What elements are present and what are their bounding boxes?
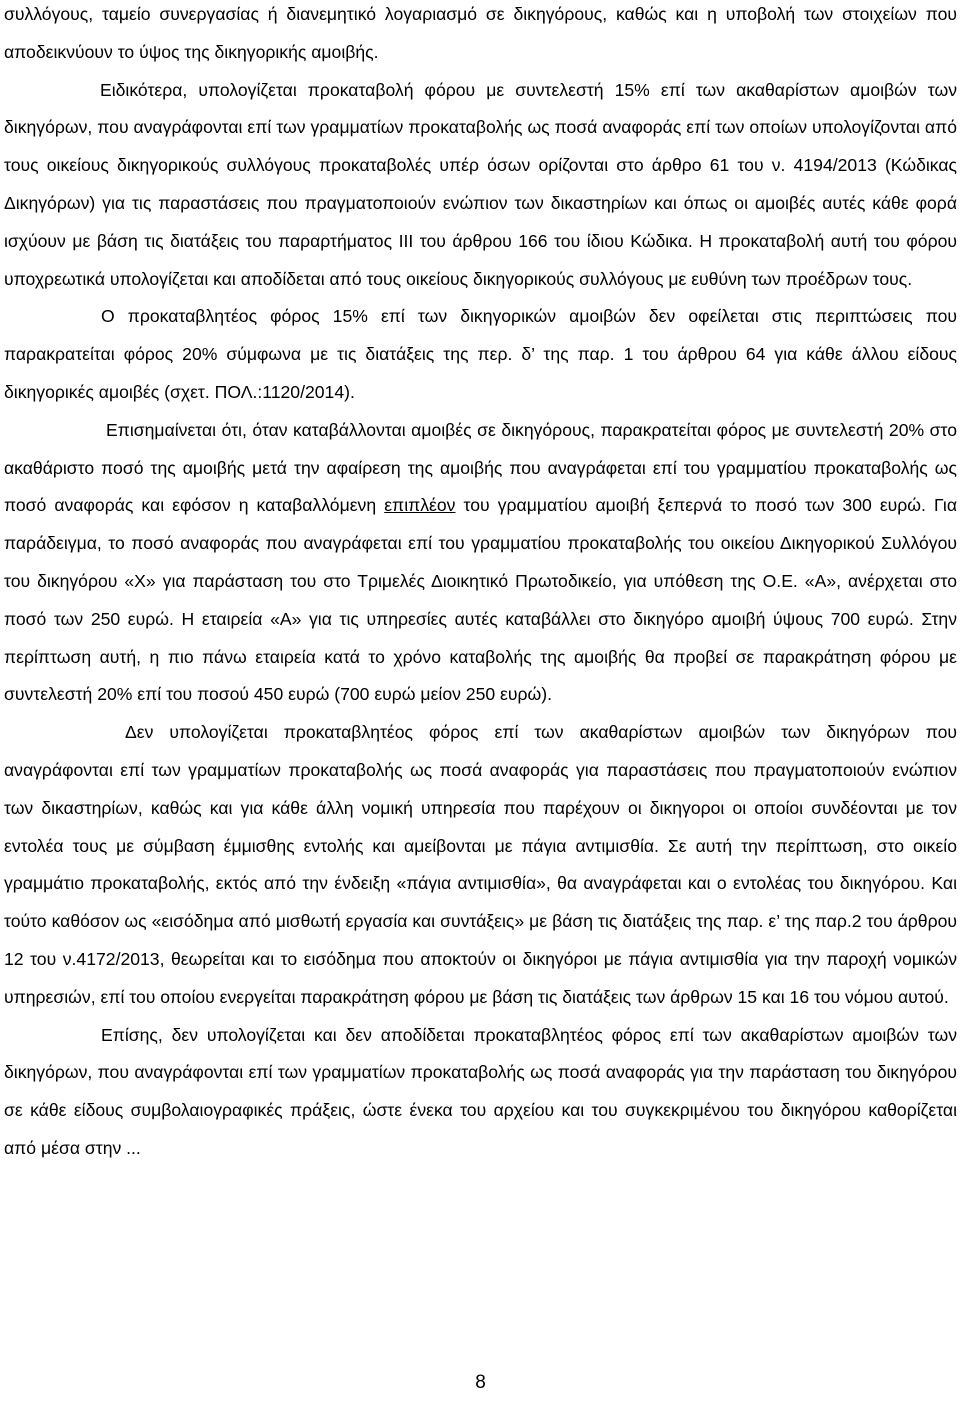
page-number: 8	[475, 1372, 486, 1393]
paragraph-advance-tax: Ειδικότερα, υπολογίζεται προκαταβολή φόρου με συντελεστή 15% επί των ακαθαρίστων αμοιβών των δικηγόρων, που αναγράφονται επί των γραμματίων προκαταβολής ως ποσά αναφοράς επί των οποίων υπολογίζονται από τους οικείους δικηγορικούς συλλόγους προκαταβολές υπέρ όσων ορίζονται στο άρθρο 61 του ν. 4194/2013 (Κώδικας Δικηγόρων) για τις παραστάσεις που πραγματοποιούν ενώπιον των δικαστηρίων και όπως οι αμοιβές αυτές κάθε φορά ισχύουν με βάση τις διατάξεις του παραρτήματος ΙΙΙ του άρθρου 166 του ίδιου Κώδικα. Η προκαταβολή αυτή του φόρου υποχρεωτικά υπολογίζεται και αποδίδεται από τους οικείους δικηγορικούς συλλόγους με ευθύνη των προέδρων τους.	[4, 79, 957, 289]
paragraph-notarial-acts: Επίσης, δεν υπολογίζεται και δεν αποδίδεται προκαταβλητέος φόρος επί των ακαθαρίστων αμοιβών των δικηγόρων, που αναγράφονται επί των γραμματίων προκαταβολής ως ποσά αναφοράς για την παράσταση του δικηγόρου σε κάθε είδους συμβολαιογραφικές πράξεις, ώστε ένεκα του αρχείου και του συγκεκριμένου του δικηγόρου καθορίζεται από μέσα στην ...	[4, 1024, 957, 1158]
paragraph-text-after: του γραμματίου αμοιβή ξεπερνά το ποσό των 300 ευρώ. Για παράδειγμα, το ποσό αναφοράς που αναγράφεται επί του γραμματίου προκαταβολής του οικείου Δικηγορικού Συλλόγου του δικηγόρου «Χ» για παράσταση του στο Τριμελές Διοικητικό Πρωτοδικείο, για υπόθεση της Ο.Ε. «Α», ανέρχεται στο ποσό των 250 ευρώ. Η εταιρεία «Α» για τις υπηρεσίες αυτές καταβάλλει στο δικηγόρο αμοιβή ύψους 700 ευρώ. Στην περίπτωση αυτή, η πιο πάνω εταιρεία κατά το χρόνο καταβολής της αμοιβής θα προβεί σε παρακράτηση φόρου με συντελεστή 20% επί του ποσού 450 ευρώ (700 ευρώ μείον 250 ευρώ).	[4, 495, 958, 705]
paragraph-continuation: συλλόγους, ταμείο συνεργασίας ή διανεμητικό λογαριασμό σε δικηγόρους, καθώς και η υποβολή των στοιχείων που αποδεικνύουν το ύψος της δικηγορικής αμοιβής.	[4, 4, 957, 62]
underlined-word: επιπλέον	[384, 495, 456, 516]
paragraph-withholding-example	[4, 412, 957, 714]
document-page	[4, 0, 957, 1406]
paragraph-salaried-lawyers: Δεν υπολογίζεται προκαταβλητέος φόρος επί των ακαθαρίστων αμοιβών των δικηγόρων που αναγράφονται επί των γραμματίων προκαταβολής ως ποσά αναφοράς για παραστάσεις που πραγματοποιούν ενώπιον των δικαστηρίων, καθώς και για κάθε άλλη νομική υπηρεσία που παρέχουν οι δικηγοροι οι οποίοι συνδέονται με τον εντολέα τους με σύμβαση έμμισθης εντολής και αμείβονται με πάγια αντιμισθία. Σε αυτή την περίπτωση, στο οικείο γραμμάτιο προκαταβολής, εκτός από την ένδειξη «πάγια αντιμισθία», θα αναγράφεται και ο εντολέας του δικηγόρου. Και τούτο καθόσον ως «εισόδημα από μισθωτή εργασία και συντάξεις» με βάση τις διατάξεις της παρ. ε’ της παρ.2 του άρθρου 12 του ν.4172/2013, θεωρείται και το εισόδημα που αποκτούν οι δικηγόροι με πάγια αντιμισθία για την παροχή νομικών υπηρεσιών, επί του οποίου ενεργείται παρακράτηση φόρου με βάση τις διατάξεις των άρθρων 15 και 16 του νόμου αυτού.	[4, 722, 957, 1007]
paragraph-withholding-exception: Ο προκαταβλητέος φόρος 15% επί των δικηγορικών αμοιβών δεν οφείλεται στις περιπτώσεις που παρακρατείται φόρος 20% σύμφωνα με τις διατάξεις της περ. δ’ της παρ. 1 του άρθρου 64 για κάθε άλλου είδους δικηγορικές αμοιβές (σχετ. ΠΟΛ.:1120/2014).	[4, 306, 957, 402]
paragraph-text-before: Επισημαίνεται ότι, όταν καταβάλλονται αμοιβές σε δικηγόρους, παρακρατείται φόρος με συντελεστή 20% στο ακαθάριστο ποσό της αμοιβής μετά την αφαίρεση της αμοιβής που αναγράφεται επί του γραμματίου προκαταβολής ως ποσό αναφοράς και εφόσον η καταβαλλόμενη	[4, 419, 957, 516]
